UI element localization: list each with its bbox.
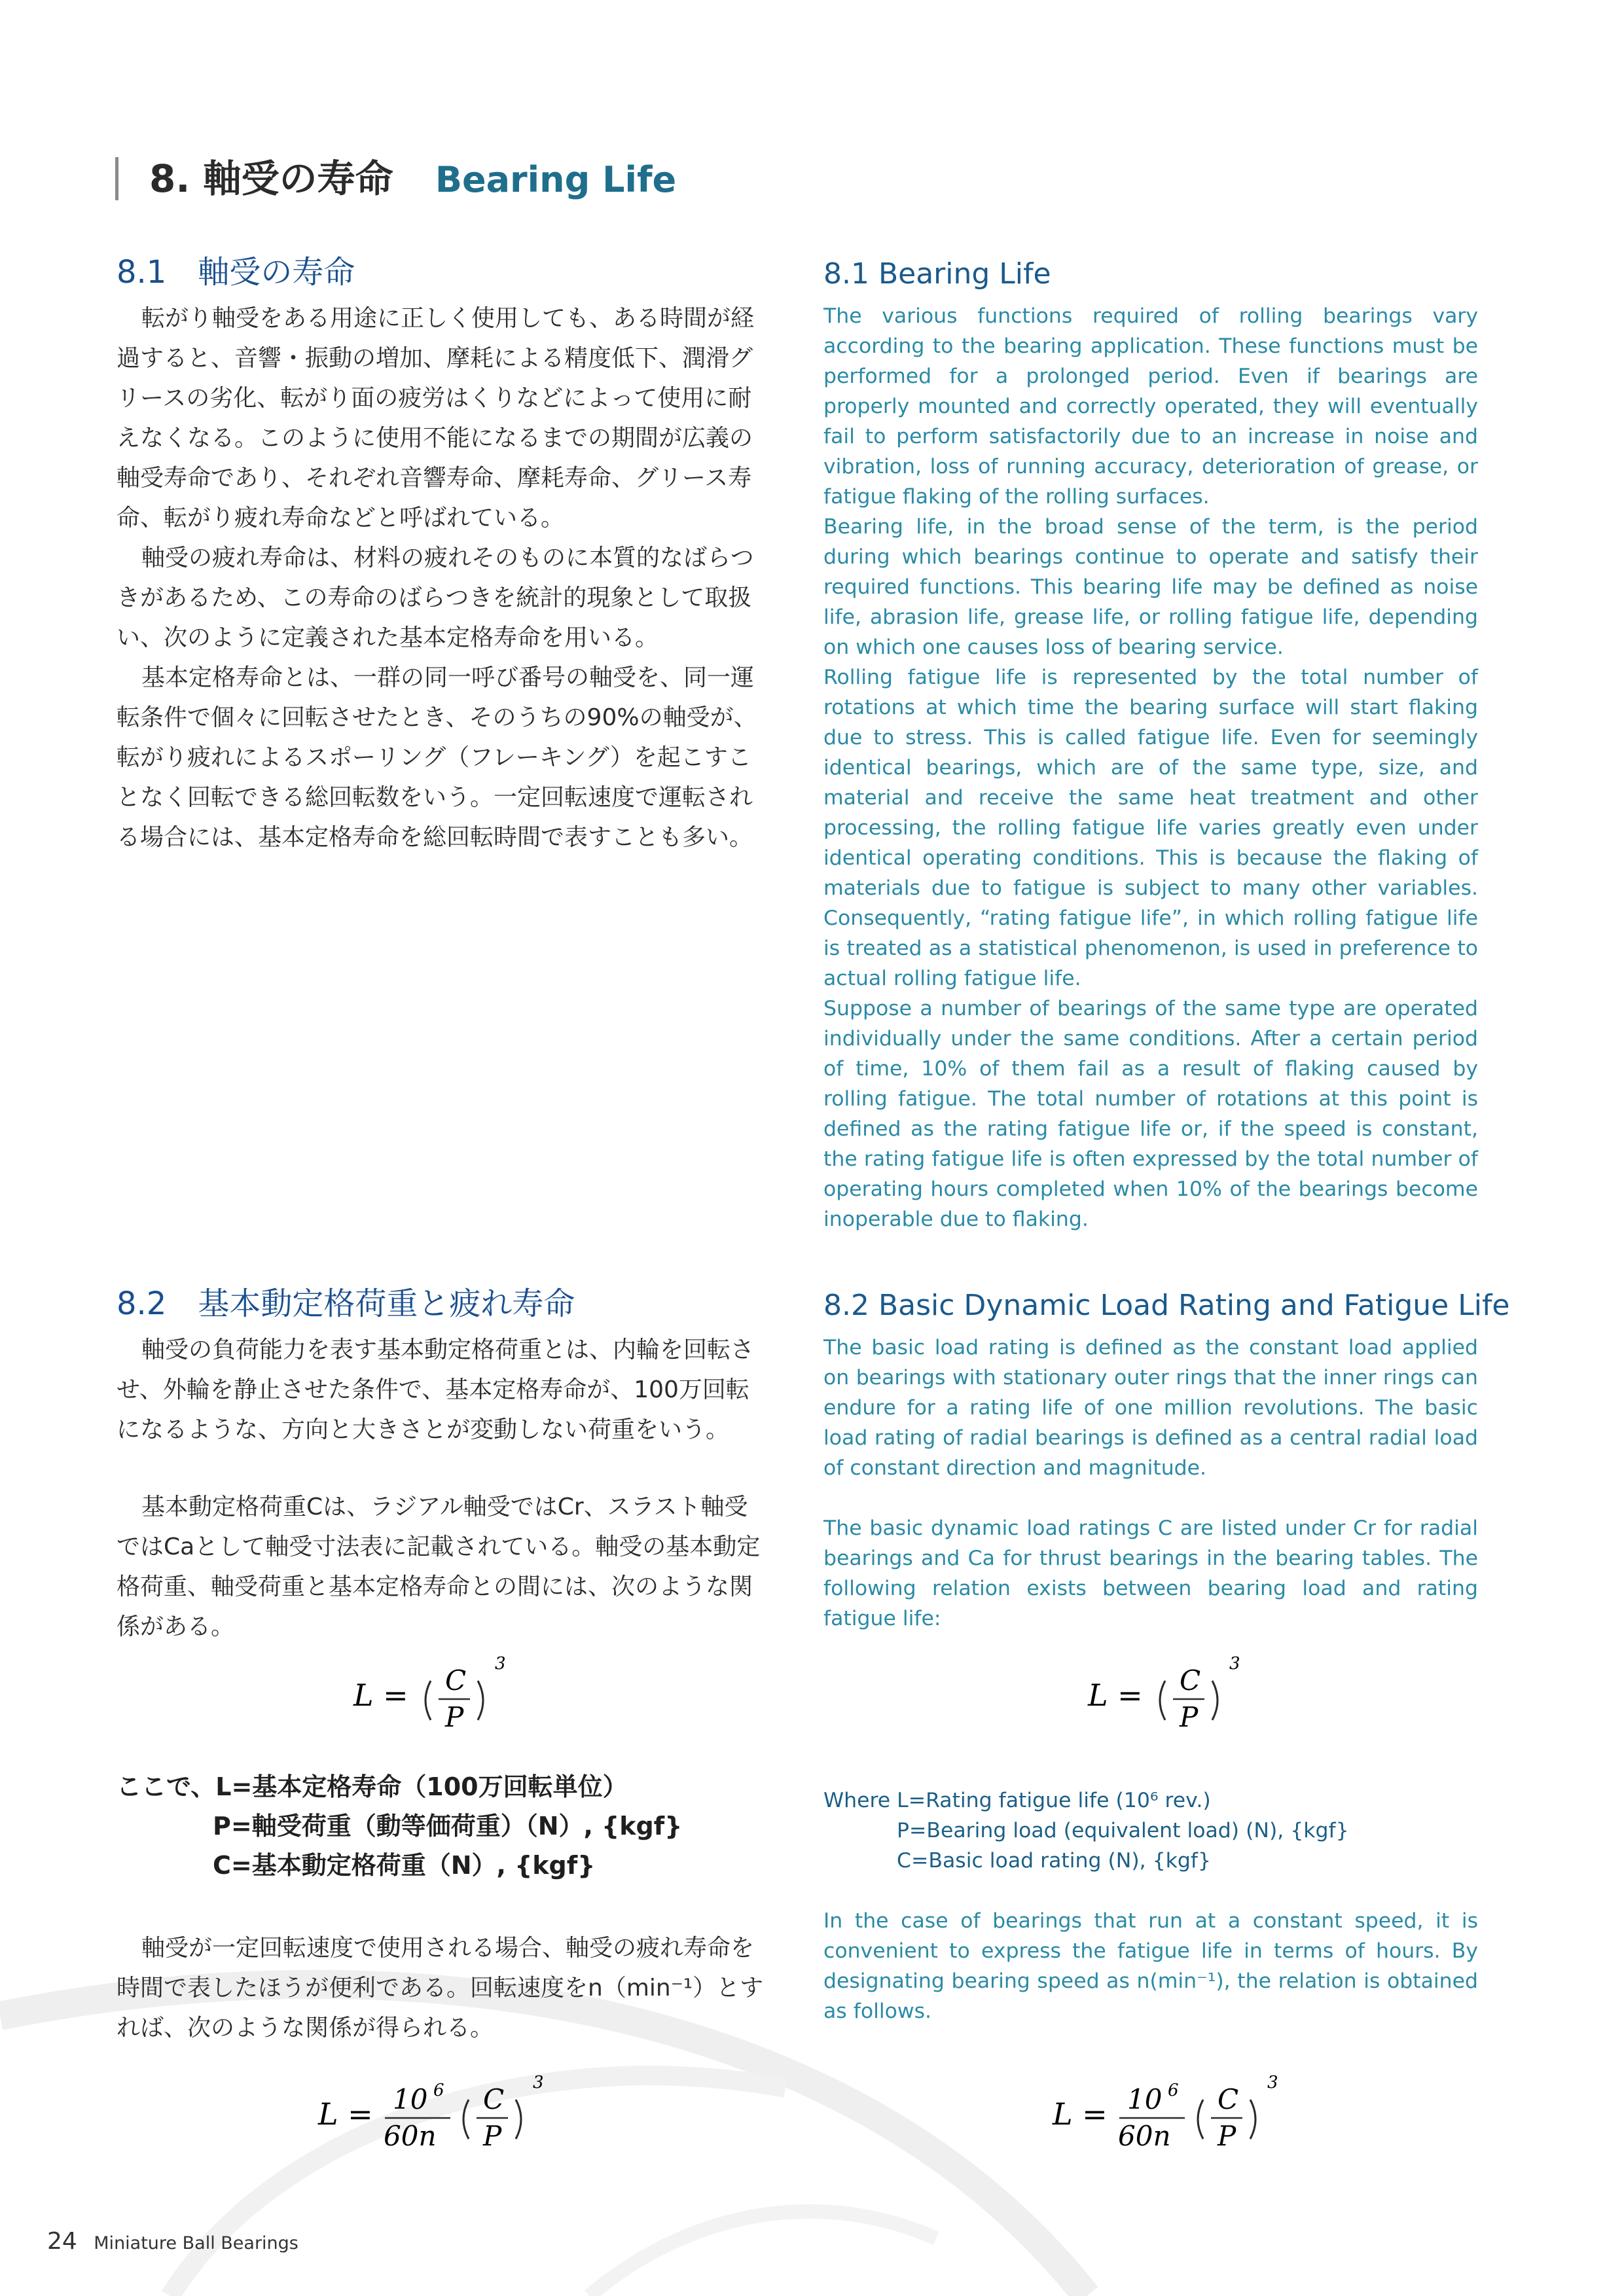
formula-denominator: P (483, 2120, 502, 2152)
right-paren (1250, 2100, 1255, 2139)
formula-lhs: L = (1053, 2096, 1108, 2132)
definitions-en (823, 1785, 1349, 1876)
paragraph: 軸受の負荷能力を表す基本動定格荷重とは、内輪を回転させ、外輪を静止させた条件で、基本定格寿命が、100万回転になるような、方向と大きさとが変動しない荷重をいう。 (117, 1336, 755, 1443)
formula-exponent: 3 (495, 1654, 506, 1674)
definition-line: ここで、L=基本定格寿命（100万回転単位） (117, 1772, 628, 1801)
section-8-2-intro-en (823, 1333, 1478, 1483)
definitions-jp (117, 1768, 682, 1884)
left-paren (1198, 2100, 1203, 2139)
life-formula-jp (347, 1649, 543, 1748)
coefficient-numerator: 10 (1127, 2083, 1163, 2115)
formula-lhs: L = (318, 2096, 373, 2132)
formula-lhs: L = (1088, 1677, 1143, 1713)
paragraph: 軸受の疲れ寿命は、材料の疲れそのものに本質的なばらつきがあるため、この寿命のばらつきを統計的現象として取扱い、次のように定義された基本定格寿命を用いる。 (117, 545, 754, 651)
left-paren (1160, 1681, 1165, 1720)
section-8-1-body-jp (117, 298, 771, 857)
formula-denominator: P (1180, 1701, 1199, 1733)
paragraph: Rolling fatigue life is represented by the total number of rotations at which time the bearing surface will start flaking due to stress. This is called fatigue life. Even for seemingly identical bearings, which are of the same type, size, and material and receive the same heat treatment and other processing, the rolling fatigue life varies greatly even under identical operating conditions. This is because the flaking of materials due to fatigue is subject to many other variables. Consequently, “rating fatigue life”, in which rolling fatigue life is treated as a statistical phenomenon, is used in preference to actual rolling fatigue life. (823, 666, 1478, 990)
paragraph: The various functions required of rolling bearings vary according to the bearing application. These functions must be performed for a prolonged period. Even if bearings are properly mounted and correctly operated, they will eventually fail to perform satisfactorily due to an increase in noise and vibration, loss of running accuracy, deterioration of grease, or fatigue flaking of the rolling surfaces. (823, 304, 1478, 509)
formula-exponent: 3 (1267, 2073, 1278, 2092)
formula-numerator: C (1180, 1664, 1201, 1696)
definition-line: P=Bearing load (equivalent load) (N), {kgf} (897, 1819, 1349, 1842)
life-formula-en (1081, 1649, 1278, 1748)
hours-formula-jp (312, 2068, 573, 2166)
publication-title: Miniature Ball Bearings (94, 2233, 298, 2253)
section-8-2-hours-jp (117, 1928, 771, 2048)
coefficient-exponent: 6 (1168, 2081, 1179, 2100)
paragraph: The basic dynamic load ratings C are listed under Cr for radial bearings and Ca for thrust bearings in the bearing tables. The following relation exists between bearing load and rating fatigue life: (823, 1516, 1478, 1630)
coefficient-denominator: 60n (1118, 2120, 1171, 2152)
paragraph: 基本定格寿命とは、一群の同一呼び番号の軸受を、同一運転条件で個々に回転させたとき、そのうちの90%の軸受が、転がり疲れによるスポーリング（フレーキング）を起こすことなく回転できる総回転数をいう。一定回転速度で運転される場合には、基本定格寿命を総回転時間で表すことも多い。 (117, 664, 757, 851)
page-footer (47, 2228, 298, 2255)
coefficient-exponent: 6 (433, 2081, 444, 2100)
right-paren (516, 2100, 521, 2139)
formula-exponent: 3 (533, 2073, 544, 2092)
paragraph: 転がり軸受をある用途に正しく使用しても、ある時間が経過すると、音響・振動の増加、摩耗による精度低下、潤滑グリースの劣化、転がり面の疲労はくりなどによって使用に耐えなくなる。このように使用不能になるまでの期間が広義の軸受寿命であり、それぞれ音響寿命、摩耗寿命、グリース寿命、転がり疲れ寿命などと呼ばれている。 (117, 305, 755, 531)
section-8-1-heading-jp: 8.1 軸受の寿命 (117, 254, 355, 291)
section-8-2-heading-jp: 8.2 基本動定格荷重と疲れ寿命 (117, 1285, 575, 1322)
paragraph: Bearing life, in the broad sense of the term, is the period during which bearings continue to operate and satisfy their required functions. This bearing life may be defined as noise life, abrasion life, grease life, or rolling fatigue life, depending on which one causes loss of bearing service. (823, 515, 1478, 659)
paragraph: In the case of bearings that run at a constant speed, it is convenient to express the fatigue life in terms of hours. By designating bearing speed as n(min⁻¹), the relation is obtained as follows. (823, 1909, 1478, 2023)
paragraph: The basic load rating is defined as the constant load applied on bearings with stationary outer rings that the inner rings can endure for a rating life of one million revolutions. The basic load rating of radial bearings is defined as a central radial load of constant direction and magnitude. (823, 1336, 1478, 1480)
right-paren (1212, 1681, 1218, 1720)
chapter-accent-bar (115, 157, 118, 200)
section-8-2-relation-jp (117, 1487, 771, 1647)
definition-line: P=軸受荷重（動等価荷重）（N）, {kgf} (213, 1812, 683, 1840)
section-8-1-body-en (823, 301, 1478, 1234)
chapter-title-jp: 軸受の寿命 (203, 156, 393, 201)
formula-lhs: L = (353, 1677, 408, 1713)
right-paren (478, 1681, 483, 1720)
chapter-title (149, 149, 676, 209)
paragraph: 基本動定格荷重Cは、ラジアル軸受ではCr、スラスト軸受ではCaとして軸受寸法表に記載されている。軸受の基本動定格荷重、軸受荷重と基本定格寿命との間には、次のような関係がある。 (117, 1494, 761, 1640)
section-8-2-intro-jp (117, 1330, 771, 1450)
definition-line: C=基本動定格荷重（N）, {kgf} (213, 1851, 596, 1880)
left-paren (425, 1681, 431, 1720)
formula-numerator: C (1218, 2083, 1239, 2115)
section-8-2-heading-en: 8.2 Basic Dynamic Load Rating and Fatigue Life (823, 1289, 1510, 1322)
hours-formula-en (1046, 2068, 1308, 2166)
definition-line: C=Basic load rating (N), {kgf} (897, 1849, 1212, 1873)
page-number: 24 (47, 2228, 77, 2255)
chapter-title-en: Bearing Life (435, 159, 677, 200)
formula-exponent: 3 (1229, 1654, 1240, 1674)
section-8-1-heading-en: 8.1 Bearing Life (823, 257, 1051, 291)
paragraph: Suppose a number of bearings of the same type are operated individually under the same conditions. After a certain period of time, 10% of them fail as a result of flaking caused by rolling fatigue. The total number of rotations at this point is defined as the rating fatigue life or, if the speed is constant, the rating fatigue life is often expressed by the total number of operating hours completed when 10% of the bearings become inoperable due to flaking. (823, 997, 1478, 1231)
section-8-2-hours-en (823, 1906, 1478, 2026)
paragraph: 軸受が一定回転速度で使用される場合、軸受の疲れ寿命を時間で表したほうが便利である。回転速度をn（min⁻¹）とすれば、次のような関係が得られる。 (117, 1935, 764, 2041)
definition-line: Where L=Rating fatigue life (10⁶ rev.) (823, 1789, 1211, 1812)
formula-denominator: P (1218, 2120, 1236, 2152)
chapter-number: 8. (149, 156, 190, 201)
coefficient-numerator: 10 (393, 2083, 428, 2115)
section-8-2-relation-en (823, 1513, 1478, 1634)
formula-denominator: P (445, 1701, 464, 1733)
left-paren (463, 2100, 469, 2139)
formula-numerator: C (445, 1664, 467, 1696)
formula-numerator: C (483, 2083, 505, 2115)
coefficient-denominator: 60n (384, 2120, 437, 2152)
